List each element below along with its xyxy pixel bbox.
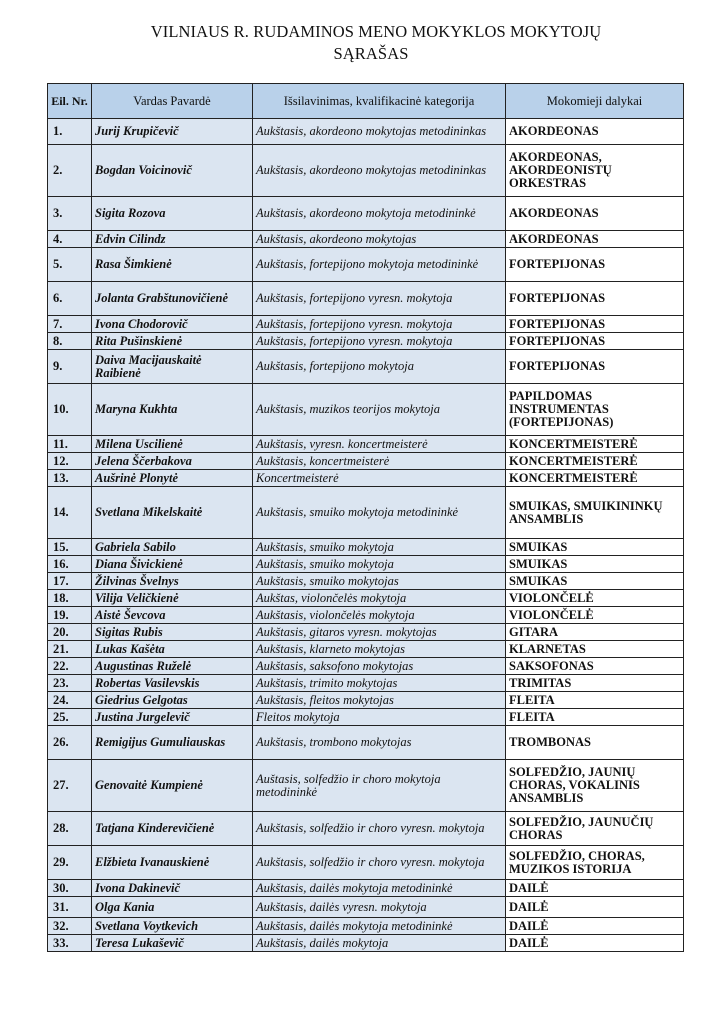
teacher-subjects: TROMBONAS [506, 726, 684, 760]
teacher-name: Remigijus Gumuliauskas [92, 726, 253, 760]
teacher-name: Aušrinė Plonytė [92, 470, 253, 487]
teacher-subjects: TRIMITAS [506, 675, 684, 692]
teacher-name: Genovaitė Kumpienė [92, 760, 253, 812]
teacher-education: Aukštasis, gitaros vyresn. mokytojas [253, 624, 506, 641]
row-number: 11. [48, 436, 92, 453]
teacher-education: Aukštasis, dailės mokytoja metodininkė [253, 918, 506, 935]
teacher-name: Sigita Rozova [92, 197, 253, 231]
table-row [48, 197, 684, 231]
teacher-education: Aukštasis, smuiko mokytoja [253, 556, 506, 573]
teacher-education: Aukštasis, akordeono mokytoja metodininkė [253, 197, 506, 231]
row-number: 31. [48, 897, 92, 918]
table-row [48, 918, 684, 935]
row-number: 13. [48, 470, 92, 487]
teacher-name: Tatjana Kinderevičienė [92, 812, 253, 846]
table-row [48, 453, 684, 470]
teacher-education: Aukštas, violončelės mokytoja [253, 590, 506, 607]
teacher-name: Svetlana Mikelskaitė [92, 487, 253, 539]
teacher-name: Milena Uscilienė [92, 436, 253, 453]
teacher-name: Giedrius Gelgotas [92, 692, 253, 709]
teacher-subjects: PAPILDOMAS INSTRUMENTAS (FORTEPIJONAS) [506, 384, 684, 436]
teacher-name: Edvin Cilindz [92, 231, 253, 248]
table-row [48, 658, 684, 675]
row-number: 30. [48, 880, 92, 897]
teacher-subjects: VIOLONČELĖ [506, 607, 684, 624]
table-row [48, 333, 684, 350]
teacher-education: Aukštasis, dailės mokytoja metodininkė [253, 880, 506, 897]
teacher-education: Aukštasis, solfedžio ir choro vyresn. mokytoja [253, 812, 506, 846]
teacher-name: Elžbieta Ivanauskienė [92, 846, 253, 880]
teacher-name: Gabriela Sabilo [92, 539, 253, 556]
teacher-subjects: SMUIKAS [506, 539, 684, 556]
teacher-education: Aukštasis, fortepijono vyresn. mokytoja [253, 316, 506, 333]
teacher-subjects: DAILĖ [506, 935, 684, 952]
teacher-name: Vilija Veličkienė [92, 590, 253, 607]
row-number: 8. [48, 333, 92, 350]
teacher-subjects: DAILĖ [506, 880, 684, 897]
teacher-education: Aukštasis, muzikos teorijos mokytoja [253, 384, 506, 436]
teacher-education: Aukštasis, violončelės mokytoja [253, 607, 506, 624]
teacher-subjects: AKORDEONAS [506, 119, 684, 145]
teacher-education: Aukštasis, fortepijono vyresn. mokytoja [253, 282, 506, 316]
teacher-subjects: SMUIKAS [506, 556, 684, 573]
teacher-subjects: DAILĖ [506, 918, 684, 935]
row-number: 20. [48, 624, 92, 641]
teacher-subjects: FORTEPIJONAS [506, 248, 684, 282]
table-row [48, 231, 684, 248]
row-number: 29. [48, 846, 92, 880]
row-number: 14. [48, 487, 92, 539]
teacher-subjects: SOLFEDŽIO, JAUNIŲ CHORAS, VOKALINIS ANSAMBLIS [506, 760, 684, 812]
teacher-subjects: FORTEPIJONAS [506, 316, 684, 333]
table-row [48, 316, 684, 333]
table-row [48, 248, 684, 282]
table-row [48, 709, 684, 726]
row-number: 22. [48, 658, 92, 675]
table-row [48, 282, 684, 316]
teacher-subjects: SAKSOFONAS [506, 658, 684, 675]
teacher-subjects: KONCERTMEISTERĖ [506, 436, 684, 453]
row-number: 1. [48, 119, 92, 145]
row-number: 15. [48, 539, 92, 556]
row-number: 3. [48, 197, 92, 231]
teacher-name: Svetlana Voytkevich [92, 918, 253, 935]
table-row [48, 846, 684, 880]
teacher-subjects: KONCERTMEISTERĖ [506, 470, 684, 487]
table-row [48, 384, 684, 436]
table-row [48, 556, 684, 573]
teacher-subjects: FORTEPIJONAS [506, 282, 684, 316]
teacher-name: Maryna Kukhta [92, 384, 253, 436]
teacher-name: Jelena Ščerbakova [92, 453, 253, 470]
teacher-education: Aukštasis, fortepijono vyresn. mokytoja [253, 333, 506, 350]
row-number: 19. [48, 607, 92, 624]
teacher-subjects: AKORDEONAS [506, 197, 684, 231]
teacher-name: Olga Kania [92, 897, 253, 918]
teacher-education: Aukštasis, dailės mokytoja [253, 935, 506, 952]
row-number: 4. [48, 231, 92, 248]
table-row [48, 145, 684, 197]
table-row [48, 675, 684, 692]
row-number: 16. [48, 556, 92, 573]
teacher-subjects: FORTEPIJONAS [506, 350, 684, 384]
teacher-name: Daiva Macijauskaitė Raibienė [92, 350, 253, 384]
teachers-table [47, 83, 684, 952]
teacher-subjects: AKORDEONAS [506, 231, 684, 248]
table-row [48, 487, 684, 539]
teacher-name: Robertas Vasilevskis [92, 675, 253, 692]
teacher-subjects: GITARA [506, 624, 684, 641]
row-number: 28. [48, 812, 92, 846]
teacher-subjects: SMUIKAS [506, 573, 684, 590]
table-row [48, 897, 684, 918]
row-number: 7. [48, 316, 92, 333]
teacher-education: Aukštasis, akordeono mokytojas metodininkas [253, 119, 506, 145]
teacher-name: Ivona Dakinevič [92, 880, 253, 897]
teacher-education: Fleitos mokytoja [253, 709, 506, 726]
table-row [48, 726, 684, 760]
teacher-name: Jurij Krupičevič [92, 119, 253, 145]
teacher-education: Aukštasis, solfedžio ir choro vyresn. mokytoja [253, 846, 506, 880]
teacher-education: Aukštasis, smuiko mokytoja metodininkė [253, 487, 506, 539]
table-row [48, 590, 684, 607]
table-header-row [48, 84, 684, 119]
row-number: 9. [48, 350, 92, 384]
teacher-education: Aukštasis, fortepijono mokytoja [253, 350, 506, 384]
teacher-name: Lukas Kašėta [92, 641, 253, 658]
teacher-subjects: SMUIKAS, SMUIKININKŲ ANSAMBLIS [506, 487, 684, 539]
teacher-subjects: KLARNETAS [506, 641, 684, 658]
row-number: 5. [48, 248, 92, 282]
table-row [48, 880, 684, 897]
teacher-education: Aukštasis, fortepijono mokytoja metodininkė [253, 248, 506, 282]
teacher-name: Aistė Ševcova [92, 607, 253, 624]
header-subjects: Mokomieji dalykai [506, 84, 684, 119]
teacher-education: Aukštasis, saksofono mokytojas [253, 658, 506, 675]
table-row [48, 539, 684, 556]
row-number: 25. [48, 709, 92, 726]
teacher-education: Aukštasis, klarneto mokytojas [253, 641, 506, 658]
row-number: 24. [48, 692, 92, 709]
row-number: 17. [48, 573, 92, 590]
teacher-education: Aukštasis, akordeono mokytojas [253, 231, 506, 248]
teacher-name: Bogdan Voicinovič [92, 145, 253, 197]
row-number: 27. [48, 760, 92, 812]
teacher-name: Rasa Šimkienė [92, 248, 253, 282]
teacher-education: Aukštasis, trombono mokytojas [253, 726, 506, 760]
teacher-subjects: AKORDEONAS, AKORDEONISTŲ ORKESTRAS [506, 145, 684, 197]
row-number: 18. [48, 590, 92, 607]
table-row [48, 607, 684, 624]
row-number: 10. [48, 384, 92, 436]
table-row [48, 573, 684, 590]
table-row [48, 350, 684, 384]
table-row [48, 760, 684, 812]
teacher-education: Aukštasis, akordeono mokytojas metodininkas [253, 145, 506, 197]
table-row [48, 812, 684, 846]
teacher-education: Aukštasis, fleitos mokytojas [253, 692, 506, 709]
teacher-education: Aukštasis, smuiko mokytoja [253, 539, 506, 556]
table-row [48, 641, 684, 658]
teacher-name: Ivona Chodorovič [92, 316, 253, 333]
document-title-line-2: SĄRAŠAS [333, 44, 409, 63]
table-row [48, 470, 684, 487]
table-row [48, 436, 684, 453]
teacher-education: Aukštasis, vyresn. koncertmeisterė [253, 436, 506, 453]
teacher-education: Aukštasis, trimito mokytojas [253, 675, 506, 692]
teacher-name: Jolanta Grabštunovičienė [92, 282, 253, 316]
teacher-subjects: FLEITA [506, 709, 684, 726]
teacher-education: Auštasis, solfedžio ir choro mokytoja metodininkė [253, 760, 506, 812]
header-education: Išsilavinimas, kvalifikacinė kategorija [253, 84, 506, 119]
row-number: 12. [48, 453, 92, 470]
teacher-name: Rita Pušinskienė [92, 333, 253, 350]
teacher-name: Justina Jurgelevič [92, 709, 253, 726]
teacher-subjects: SOLFEDŽIO, CHORAS, MUZIKOS ISTORIJA [506, 846, 684, 880]
teacher-name: Augustinas Ruželė [92, 658, 253, 675]
row-number: 33. [48, 935, 92, 952]
row-number: 32. [48, 918, 92, 935]
teacher-name: Sigitas Rubis [92, 624, 253, 641]
row-number: 26. [48, 726, 92, 760]
table-row [48, 935, 684, 952]
table-row [48, 692, 684, 709]
table-row [48, 119, 684, 145]
teacher-subjects: KONCERTMEISTERĖ [506, 453, 684, 470]
teacher-education: Aukštasis, dailės vyresn. mokytoja [253, 897, 506, 918]
teacher-subjects: SOLFEDŽIO, JAUNUČIŲ CHORAS [506, 812, 684, 846]
row-number: 2. [48, 145, 92, 197]
teacher-name: Diana Šivickienė [92, 556, 253, 573]
teacher-subjects: FORTEPIJONAS [506, 333, 684, 350]
row-number: 23. [48, 675, 92, 692]
teacher-education: Aukštasis, smuiko mokytojas [253, 573, 506, 590]
header-name: Vardas Pavardė [92, 84, 253, 119]
header-number: Eil. Nr. [48, 84, 92, 119]
teacher-education: Koncertmeisterė [253, 470, 506, 487]
teacher-name: Teresa Lukaševič [92, 935, 253, 952]
teacher-name: Žilvinas Švelnys [92, 573, 253, 590]
row-number: 6. [48, 282, 92, 316]
teacher-subjects: FLEITA [506, 692, 684, 709]
document-title-line-1: VILNIAUS R. RUDAMINOS MENO MOKYKLOS MOKYTOJŲ [150, 22, 602, 41]
teacher-subjects: DAILĖ [506, 897, 684, 918]
teacher-subjects: VIOLONČELĖ [506, 590, 684, 607]
row-number: 21. [48, 641, 92, 658]
table-row [48, 624, 684, 641]
teacher-education: Aukštasis, koncertmeisterė [253, 453, 506, 470]
